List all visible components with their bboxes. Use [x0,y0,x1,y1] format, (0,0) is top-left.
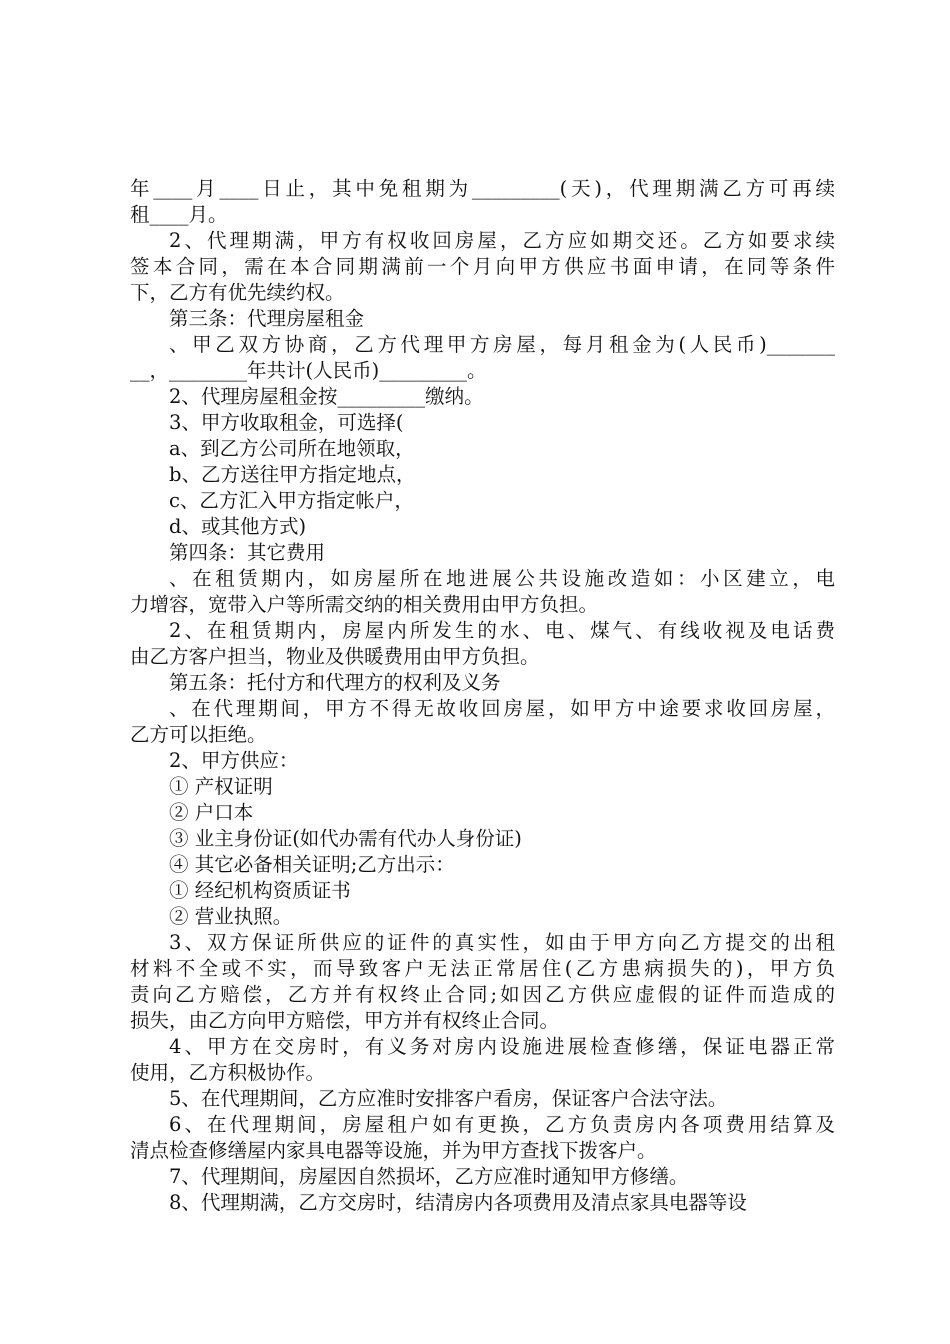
paragraph [130,1034,835,1086]
text-line: 第三条：代理房屋租金 [169,307,365,330]
text-line: 力增容，宽带入户等所需交纳的相关费用由甲方负担。 [130,593,599,616]
text-line: 、在租赁期内，如房屋所在地进展公共设施改造如：小区建立，电 [169,567,835,590]
text-line: 租____月。 [130,203,228,226]
text-line: 第五条：托付方和代理方的权利及义务 [169,671,501,694]
paragraph [130,436,835,462]
text-line: a、到乙方公司所在地领取， [169,437,415,460]
paragraph [130,800,835,826]
text-line: 7、代理期间，房屋因自然损坏，乙方应准时通知甲方修缮。 [169,1165,689,1188]
text-line: c、乙方汇入甲方指定帐户， [169,489,414,512]
text-line: 2、代理期满，甲方有权收回房屋，乙方应如期交还。乙方如要求续 [169,229,835,252]
text-line: 8、代理期满，乙方交房时，结清房内各项费用及清点家具电器等设 [169,1191,747,1214]
text-line: 年____月____日止，其中免租期为_________(天)，代理期满乙方可再续 [130,177,835,200]
text-line: 2、代理房屋租金按_________缴纳。 [169,385,484,408]
paragraph [130,1086,835,1112]
paragraph [130,878,835,904]
paragraph [130,826,835,852]
paragraph [130,462,835,488]
paragraph [130,566,835,618]
paragraph [130,618,835,670]
text-line: 2、甲方供应： [169,749,299,772]
text-line: b、乙方送往甲方指定地点， [169,463,416,486]
document-body [130,176,835,1216]
paragraph [130,306,835,332]
text-line: ② 户口本 [169,801,254,824]
paragraph [130,332,835,384]
paragraph [130,176,835,228]
text-line: 清点检查修缮屋内家具电器等设施，并为甲方查找下拨客户。 [130,1139,657,1162]
paragraph [130,540,835,566]
text-line: 2、在租赁期内，房屋内所发生的水、电、煤气、有线收视及电话费 [169,619,835,642]
text-line: 使用，乙方积极协作。 [130,1061,326,1084]
text-line: 4、甲方在交房时，有义务对房内设施进展检查修缮，保证电器正常 [169,1035,835,1058]
text-line: 乙方可以拒绝。 [130,723,267,746]
text-line: 签本合同，需在本合同期满前一个月向甲方供应书面申请，在同等条件 [130,255,835,278]
text-line: ④ 其它必备相关证明;乙方出示： [169,853,455,876]
paragraph [130,488,835,514]
paragraph [130,514,835,540]
text-line: 损失，由乙方向甲方赔偿，甲方并有权终止合同。 [130,1009,560,1032]
paragraph [130,384,835,410]
paragraph [130,1190,835,1216]
text-line: 3、甲方收取租金，可选择( [169,411,404,434]
paragraph [130,904,835,930]
paragraph [130,774,835,800]
text-line: 6、在代理期间，房屋租户如有更换，乙方负责房内各项费用结算及 [169,1113,835,1136]
text-line: ① 产权证明 [169,775,273,798]
paragraph [130,1112,835,1164]
text-line: 材料不全或不实，而导致客户无法正常居住(乙方患病损失的)，甲方负 [130,957,835,980]
text-line: 第四条：其它费用 [169,541,326,564]
text-line: d、或其他方式) [169,515,307,538]
paragraph [130,748,835,774]
paragraph [130,852,835,878]
text-line: ② 营业执照。 [169,905,293,928]
paragraph [130,410,835,436]
text-line: ③ 业主身份证(如代办需有代办人身份证) [169,827,522,850]
paragraph [130,696,835,748]
text-line: 3、双方保证所供应的证件的真实性，如由于甲方向乙方提交的出租 [169,931,835,954]
text-line: 由乙方客户担当，物业及供暖费用由甲方负担。 [130,645,540,668]
text-line: __，________年共计(人民币)_________。 [130,359,487,382]
paragraph [130,670,835,696]
paragraph [130,228,835,306]
text-line: 责向乙方赔偿，乙方并有权终止合同;如因乙方供应虚假的证件而造成的 [130,983,835,1006]
text-line: 5、在代理期间，乙方应准时安排客户看房，保证客户合法守法。 [169,1087,728,1110]
text-line: ① 经纪机构资质证书 [169,879,351,902]
text-line: 、甲乙双方协商，乙方代理甲方房屋，每月租金为(人民币)_______ [169,333,835,356]
text-line: 、在代理期间，甲方不得无故收回房屋，如甲方中途要求收回房屋， [169,697,835,720]
text-line: 下，乙方有优先续约权。 [130,281,345,304]
paragraph [130,930,835,1034]
paragraph [130,1164,835,1190]
